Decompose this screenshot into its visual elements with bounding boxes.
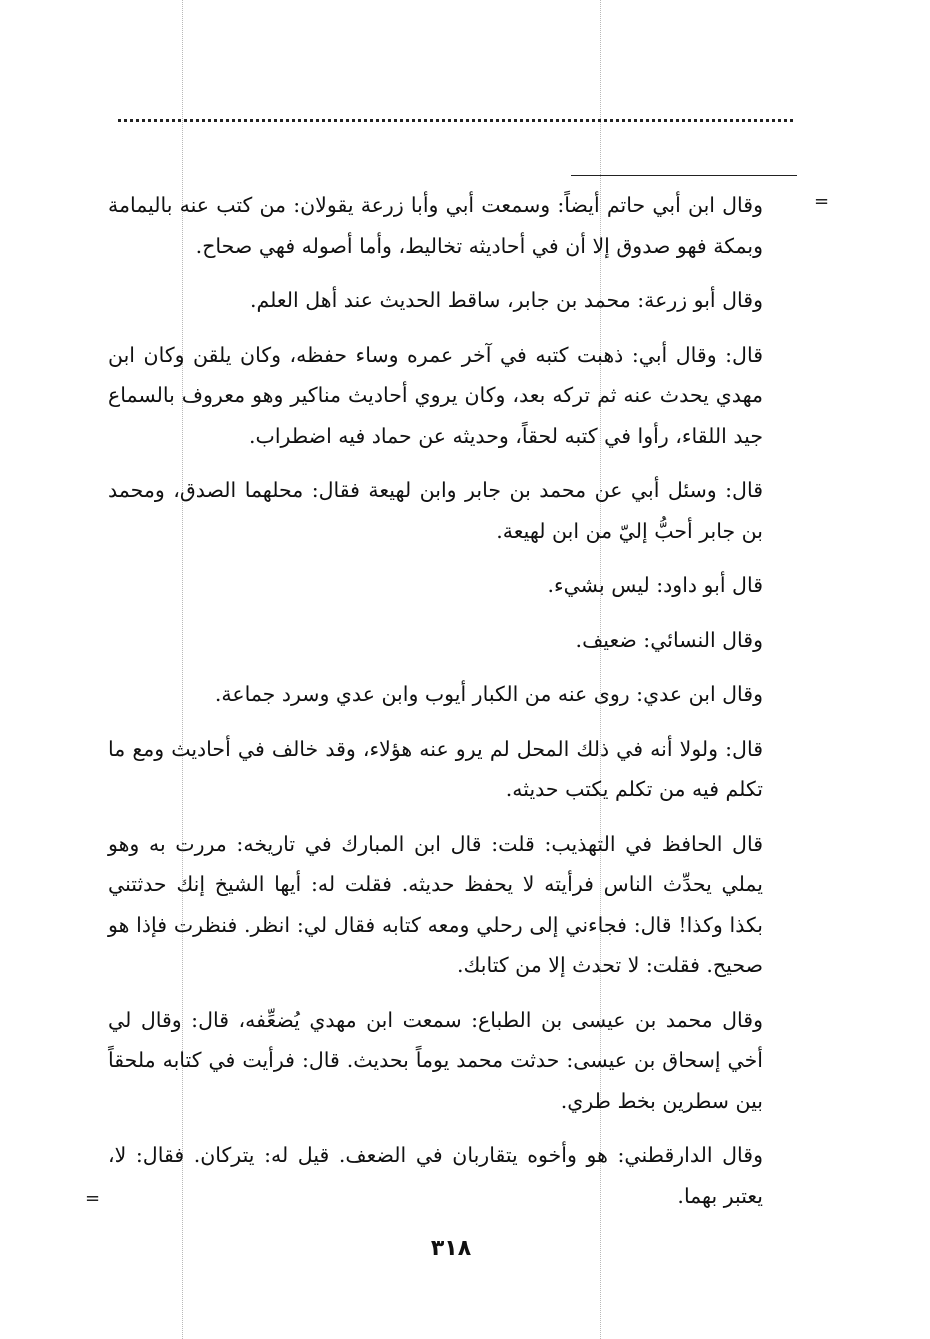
footnote-rule [571,175,797,176]
paragraph: وقال ابن أبي حاتم أيضاً: وسمعت أبي وأبا زرعة يقولان: من كتب عنه باليمامة وبمكة فهو صدوق إلا أن في أحاديثه تخاليط، وأما أصوله فهي صحاح. [108,193,763,258]
paragraph: وقال أبو زرعة: محمد بن جابر، ساقط الحديث عند أهل العلم. [249,288,763,312]
dotted-separator [118,119,793,122]
main-text-block [108,185,763,1230]
paragraph: قال: ولولا أنه في ذلك المحل لم يرو عنه هؤلاء، وقد خالف في أحاديث ومع ما تكلم فيه من تكلم يكتب حديثه. [108,736,764,801]
paragraph: قال: وسئل أبي عن محمد بن جابر وابن لهيعة فقال: محلهما الصدق، ومحمد بن جابر أحبُّ إليّ من ابن لهيعة. [108,478,763,543]
paragraph: قال الحافظ في التهذيب: قلت: قال ابن المبارك في تاريخه: مررت به وهو يملي يحدِّث الناس فرأيته لا يحفظ حديثه. فقلت له: أيها الشيخ إنك حدثتني بكذا وكذا! قال: فجاءني إلى رحلي ومعه كتابه فقال لي: انظر. فنظرت فإذا هو صحيح. فقلت: لا تحدث إلا من كتابك. [108,831,763,977]
paragraph: قال: وقال أبي: ذهبت كتبه في آخر عمره وساء حفظه، وكان يلقن وكان ابن مهدي يحدث عنه ثم تركه بعد، وكان يروي أحاديث مناكير وهو معروف بالسماع جيد اللقاء، رأوا في كتبه لحقاً، وحديثه عن حماد فيه اضطراب. [108,342,763,448]
paragraph: قال أبو داود: ليس بشيء. [547,573,763,597]
continuation-mark-bottom: = [85,1188,101,1209]
paragraph: وقال النسائي: ضعيف. [575,627,763,652]
continuation-mark-top: = [814,191,830,212]
paragraph: وقال الدارقطني: هو وأخوه يتقاربان في الضعف. قيل له: يتركان. فقال: لا، يعتبر بهما. [108,1143,763,1208]
paragraph: وقال محمد بن عيسى بن الطباع: سمعت ابن مهدي يُضعِّفه، قال: وقال لي أخي إسحاق بن عيسى: حدثت محمد يوماً بحديث. قال: فرأيت في كتابه ملحقاً بين سطرين بخط طري. [108,1007,763,1113]
paragraph: وقال ابن عدي: روى عنه من الكبار أيوب وابن عدي وسرد جماعة. [214,682,763,706]
page-number: ٣١٨ [430,1236,472,1261]
